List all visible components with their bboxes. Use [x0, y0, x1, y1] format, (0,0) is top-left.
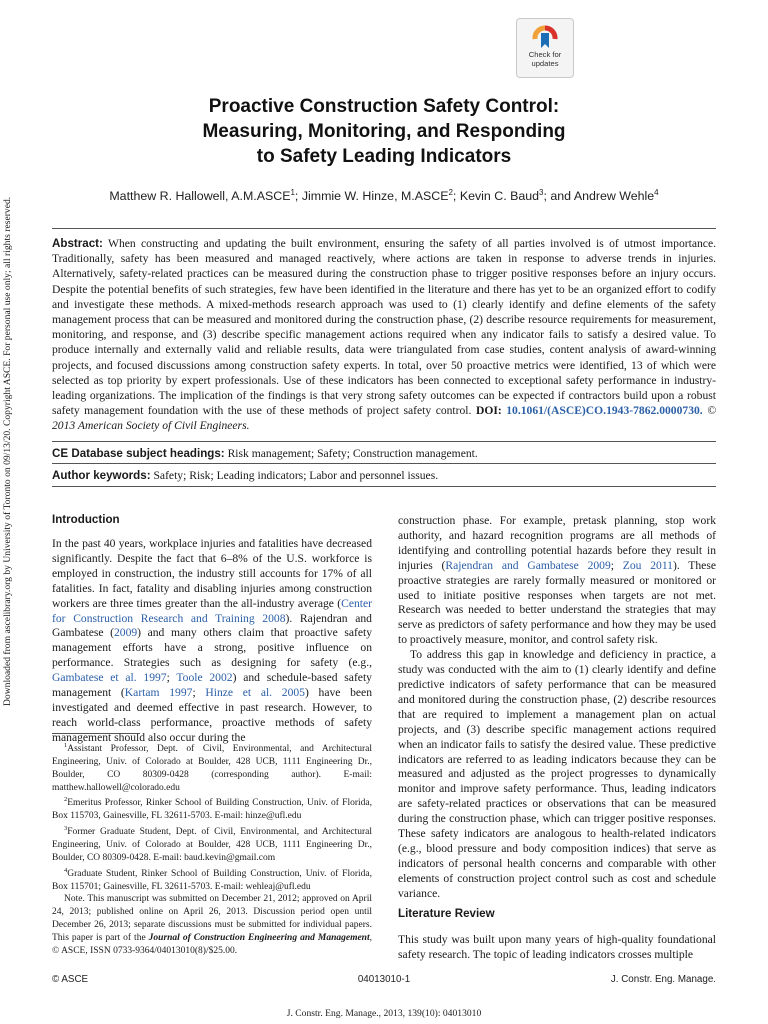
keywords-bottom-rule [52, 486, 716, 487]
author-separator: ; and [543, 189, 574, 204]
footer-article-number: 04013010-1 [357, 974, 411, 985]
abstract-copyright: © 2013 American Society of Civil Engineers. [52, 404, 717, 433]
footer-publisher: © ASCE [52, 974, 89, 985]
submission-note [52, 893, 372, 957]
check-for-updates-icon [531, 24, 559, 50]
ref-kartam-1997[interactable]: Kartam 1997 [124, 686, 193, 700]
author-name: Kevin C. Baud [459, 189, 540, 204]
intro-text: ) and many others claim that proactive safety management efforts have a strong, positive influence on performance. Strategies such as designing for safety (e.g., [52, 626, 372, 670]
download-notice: Downloaded from ascelibrary.org by University of Toronto on 09/13/20. Copyright ASCE. For personal use only; all rights reserved. [2, 196, 13, 706]
literature-review-heading: Literature Review [398, 907, 495, 920]
author-affiliation-mark: 4 [654, 188, 659, 197]
title-line-2: Measuring, Monitoring, and Responding [202, 121, 566, 142]
footnote-4 [52, 865, 372, 894]
intro-text: ; [610, 558, 623, 572]
author-name: Jimmie W. Hinze, M.ASCE [301, 189, 449, 204]
journal-name: Journal of Construction Engineering and Management [148, 932, 370, 943]
ref-cpwr-2008[interactable]: Center for Construction Research and Training 2008 [52, 596, 372, 625]
footnote-text: Former Graduate Student, Dept. of Civil, Environmental, and Architectural Engineering, Univ. of Colorado at Boulder, 428 UCB, 1111 Engineering Dr., Boulder, CO 80309-0428. E-mail: baud.kevin@gmail.com [52, 827, 372, 863]
footnote-text: Graduate Student, Rinker School of Building Construction, Univ. of Florida, Box 115701; Gainesville, FL 32611-5703. E-mail: wehleaj@ufl.edu [52, 868, 372, 892]
title-line-3: to Safety Leading Indicators [256, 146, 512, 167]
intro-text: In the past 40 years, workplace injuries and fatalities have decreased significantly. Despite the fact that 6–8% of the U.S. workforce is employed in construction, the industry still accounts for 17% of all fatalities. In fact, fatality and disabling injuries among construction workers are three times greater than the all-industry average ( [52, 537, 372, 610]
doi-label: DOI: [475, 404, 502, 418]
footer-journal: J. Constr. Eng. Manage. [610, 974, 716, 985]
author-name: Andrew Wehle [573, 189, 655, 204]
paper-title [120, 94, 648, 169]
intro-text: construction phase. For example, pretask planning, stop work authority, and hazard recognition programs are all methods of identifying and controlling potential hazards before they result in injuries ( [398, 514, 716, 572]
author-keywords-text: Safety; Risk; Leading indicators; Labor and personnel issues. [153, 469, 439, 482]
note-text: , © ASCE, ISSN 0733-9364/04013010(8)/$25.00. [52, 932, 372, 956]
literature-review-text: This study was built upon many years of high-quality foundational safety research. The topic of leading indicators crosses multiple [398, 933, 716, 961]
introduction-paragraph-3: To address this gap in knowledge and deficiency in practice, a study was conducted with the aim to (1) clearly identify and define predictive indicators of safety performance that can be measured and monitored during the construction phase, (2) describe resources that are required to implement a management plan on actual projects, and (3) describe specific management actions required when an indicator fails to satisfy the desired value. These predictive indicators are referred to as leading indicators because they can be measured and adjusted as the project progresses to dynamically monitor and improve safety performance. Thus, leading indicators are safety-related practices or observations that can be measured during the construction phase, which can trigger positive responses. These safety indicators are analogous to health-related indicators (e.g., blood pressure and body composition indices) that serve as indicators of personal health concerns and comparable with other elements of construction project control such as cost and schedule variance. [398, 648, 716, 900]
footnote-2 [52, 794, 372, 823]
check-for-updates-badge[interactable] [516, 18, 574, 78]
abstract [52, 236, 716, 434]
author-name: Matthew R. Hallowell, A.M.ASCE [109, 189, 291, 204]
ref-zou-2011[interactable]: Zou 2011 [622, 558, 673, 572]
introduction-paragraph-1 [52, 537, 372, 746]
intro-text: ; [166, 671, 177, 685]
introduction-heading: Introduction [52, 513, 120, 526]
ref-rajendran-gambatese-2009[interactable]: Rajendran and Gambatese 2009 [445, 558, 611, 572]
ref-rajendran-2009-year[interactable]: 2009 [113, 626, 138, 640]
abstract-text: When constructing and updating the built environment, ensuring the safety of all parties involved is of utmost importance. Traditionally, safety has been measured and managed reactively, where actions are taken in response to adverse trends in injuries. Alternatively, safety-related practices can be measured during the construction phase to trigger positive responses before an injury occurs. Despite the potential benefits of such strategies, few have been identified in the literature and there has yet to be an organized effort to codify and investigate these methods. A mixed-methods research approach was used to (1) clearly identify and define elements of the safety management process that can be measured and monitored during the construction phase, (2) describe resource requirements for measurement, monitoring, and response, and (3) describe specific management actions required when any indicator fails to satisfy a desired value. To produce internally and externally valid and reliable results, data were triangulated from case studies, content analysis of award-winning projects, and focused discussions among construction safety experts. In total, over 50 proactive metrics were identified, 13 of which were selected as top priority by expert professionals. Use of these indicators has been connected to exceptional safety performance in industry-leading organizations. The implication of the findings is that very strong safety outcomes can be expected if contractors build upon a robust safety management foundation with the use of these methods of project safety control. [52, 237, 716, 418]
author-list [50, 185, 718, 204]
ref-gambatese-1997[interactable]: Gambatese et al. 1997 [52, 671, 167, 685]
footnote-text: Assistant Professor, Dept. of Civil, Environmental, and Architectural Engineering, Univ. of Colorado at Boulder, 428 UCB, 1111 Engineering Dr., Boulder, CO 80309-0428 (corresponding author). E-mail: matthew.hallowell@colorado.edu [52, 744, 372, 793]
intro-text: ) have been investigated and deemed effective in past research. However, to reach world-class performance, proactive methods of safety management should also occur during the [52, 686, 372, 744]
footnote-mark: 3 [64, 825, 68, 833]
author-separator: ; [452, 189, 460, 204]
author-keywords-label: Author keywords: [52, 469, 151, 482]
author-affiliation-mark: 1 [290, 188, 295, 197]
bottom-citation: J. Constr. Eng. Manage., 2013, 139(10): 04013010 [286, 1008, 482, 1019]
footnotes [52, 740, 372, 957]
footnote-text: Emeritus Professor, Rinker School of Building Construction, Univ. of Florida, Box 115703, Gainesville, FL 32611-5703. E-mail: hinze@ufl.edu [52, 798, 372, 822]
note-text: Note. This manuscript was submitted on December 21, 2012; approved on April 24, 2013; published online on April 26, 2013. Discussion period open until December 26, 2013; separate discussions must be submitted for individual papers. This paper is part of the [52, 894, 372, 943]
ref-hinze-2005[interactable]: Hinze et al. 2005 [205, 686, 305, 700]
author-separator: ; [294, 189, 302, 204]
footnote-3 [52, 823, 372, 865]
footnote-mark: 4 [64, 866, 68, 874]
intro-text: ; [192, 686, 206, 700]
ref-toole-2002[interactable]: Toole 2002 [176, 671, 233, 685]
introduction-right-column [398, 514, 716, 902]
doi-link[interactable]: 10.1061/(ASCE)CO.1943-7862.0000730. [506, 404, 703, 418]
footnote-mark: 1 [64, 742, 68, 749]
badge-label-line1: Check for [528, 50, 562, 59]
footnote-1 [52, 740, 372, 794]
abstract-bottom-rule [52, 441, 716, 442]
introduction-left-column [52, 512, 372, 746]
subject-headings-rule [52, 463, 716, 464]
subject-headings [52, 446, 716, 461]
author-affiliation-mark: 2 [448, 188, 453, 197]
footnote-rule [52, 733, 140, 734]
abstract-top-rule [52, 228, 716, 229]
badge-label-line2: updates [531, 59, 559, 69]
intro-text: ) and schedule-based safety management ( [52, 671, 372, 700]
abstract-label: Abstract: [52, 237, 103, 250]
title-line-1: Proactive Construction Safety Control: [208, 96, 560, 117]
introduction-paragraph-2 [398, 514, 716, 648]
intro-text: ). Rajendran and Gambatese ( [52, 611, 372, 640]
subject-headings-text: Risk management; Safety; Construction management. [227, 447, 478, 460]
footnote-mark: 2 [64, 796, 68, 804]
author-affiliation-mark: 3 [539, 188, 544, 197]
subject-headings-label: CE Database subject headings: [52, 447, 225, 460]
intro-text: ). These proactive strategies are rarely formally measured or monitored or used to initiate positive responses when targets are not met. Research was needed to better understand the strategies that may serve as predictors of safety performance and how they may be used to proactively measure, monitor, and control safety risk. [398, 558, 716, 647]
author-keywords [52, 468, 716, 483]
